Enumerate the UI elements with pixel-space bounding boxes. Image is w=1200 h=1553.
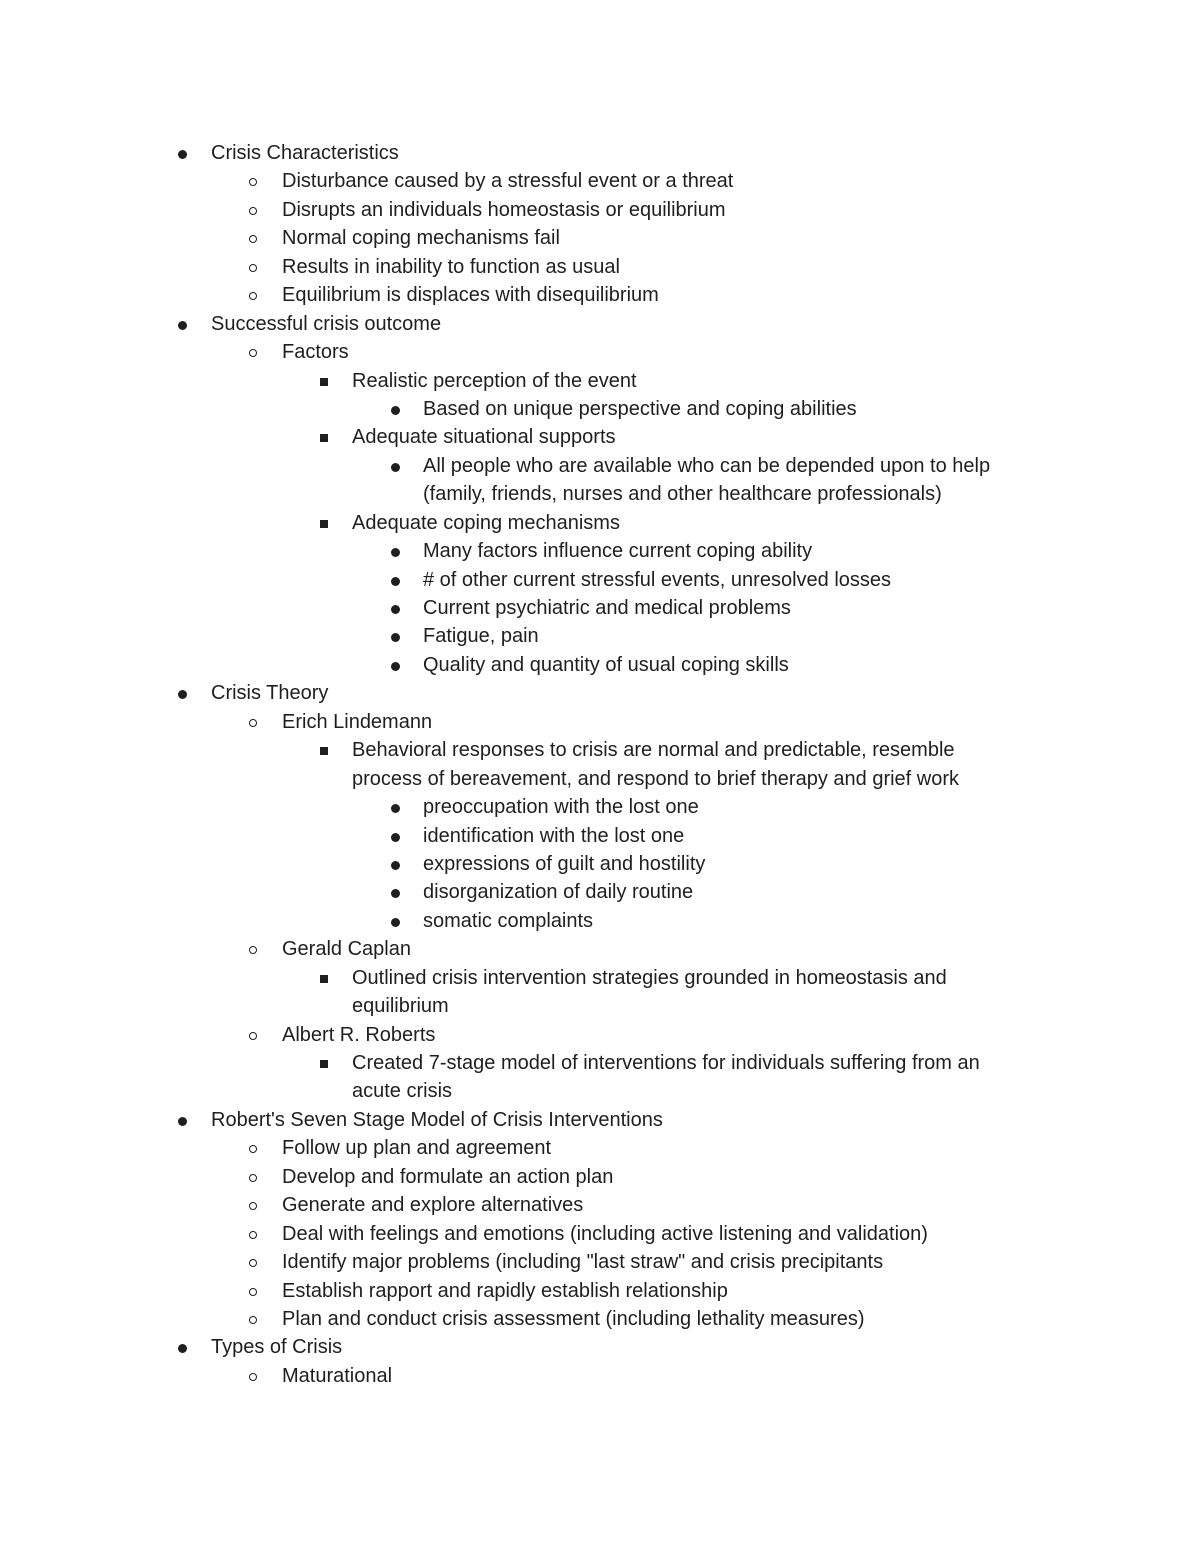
list-item bbox=[0, 1248, 1200, 1276]
list-item-text: Realistic perception of the event bbox=[352, 369, 637, 392]
list-item bbox=[0, 1362, 1200, 1390]
list-item bbox=[0, 1134, 1200, 1162]
bullet-dot-icon bbox=[178, 321, 187, 330]
list-item-text: Plan and conduct crisis assessment (including lethality measures) bbox=[282, 1307, 865, 1330]
list-item bbox=[0, 935, 1200, 963]
bullet-square-icon bbox=[320, 1060, 328, 1068]
bullet-circle-icon bbox=[249, 1288, 257, 1296]
list-item-text: disorganization of daily routine bbox=[423, 881, 694, 904]
bullet-dot-icon bbox=[391, 918, 400, 927]
bullet-dot-icon bbox=[391, 633, 400, 642]
list-item bbox=[0, 1163, 1200, 1191]
list-item bbox=[0, 1191, 1200, 1219]
bullet-circle-icon bbox=[249, 1316, 257, 1324]
bullet-circle-icon bbox=[249, 1202, 257, 1210]
list-item bbox=[0, 1220, 1200, 1248]
bullet-dot-icon bbox=[391, 463, 400, 472]
list-item-text: preoccupation with the lost one bbox=[423, 796, 699, 819]
list-item bbox=[0, 139, 1200, 167]
bullet-square-icon bbox=[320, 520, 328, 528]
bullet-square-icon bbox=[320, 378, 328, 386]
bullet-circle-icon bbox=[249, 292, 257, 300]
bullet-circle-icon bbox=[249, 1174, 257, 1182]
bullet-dot-icon bbox=[178, 690, 187, 699]
list-item-text: expressions of guilt and hostility bbox=[423, 852, 706, 875]
bullet-dot-icon bbox=[391, 605, 400, 614]
list-item-text: Disturbance caused by a stressful event or a threat bbox=[282, 170, 734, 193]
list-item bbox=[0, 167, 1200, 195]
list-item bbox=[0, 907, 1200, 935]
list-item bbox=[0, 708, 1200, 736]
list-item bbox=[0, 395, 1200, 423]
list-item-text: Created 7-stage model of interventions for individuals suffering from an bbox=[352, 1052, 980, 1074]
list-item-text: process of bereavement, and respond to brief therapy and grief work bbox=[352, 767, 960, 790]
list-item-text: Identify major problems (including "last straw" and crisis precipitants bbox=[282, 1251, 884, 1274]
list-item-text: (family, friends, nurses and other healthcare professionals) bbox=[423, 483, 942, 506]
list-item bbox=[0, 679, 1200, 707]
list-item-text: Current psychiatric and medical problems bbox=[423, 597, 791, 619]
bullet-square-icon bbox=[320, 747, 328, 755]
list-item-text: Outlined crisis intervention strategies grounded in homeostasis and bbox=[352, 966, 947, 989]
list-item-text: identification with the lost one bbox=[423, 824, 685, 847]
bullet-circle-icon bbox=[249, 1231, 257, 1239]
bullet-circle-icon bbox=[249, 946, 257, 954]
bullet-circle-icon bbox=[249, 349, 257, 357]
bullet-dot-icon bbox=[391, 577, 400, 586]
document-page bbox=[0, 139, 1200, 1390]
bullet-circle-icon bbox=[249, 719, 257, 727]
list-item bbox=[0, 594, 1200, 622]
list-item-text: Types of Crisis bbox=[211, 1336, 343, 1359]
list-item-text: Factors bbox=[282, 341, 349, 364]
list-item-text: Results in inability to function as usual bbox=[282, 255, 620, 278]
list-item-text: Generate and explore alternatives bbox=[282, 1194, 584, 1217]
list-item-text: Crisis Characteristics bbox=[211, 142, 399, 164]
list-item-text: Equilibrium is displaces with disequilibrium bbox=[282, 284, 659, 307]
list-item-text: equilibrium bbox=[352, 995, 449, 1018]
list-item-text: Establish rapport and rapidly establish relationship bbox=[282, 1279, 728, 1302]
list-item bbox=[0, 850, 1200, 878]
list-item-text: Quality and quantity of usual coping skills bbox=[423, 653, 789, 676]
bullet-circle-icon bbox=[249, 207, 257, 215]
list-item bbox=[0, 509, 1200, 537]
bullet-dot-icon bbox=[391, 406, 400, 415]
list-item-text: Disrupts an individuals homeostasis or equilibrium bbox=[282, 198, 726, 221]
bullet-circle-icon bbox=[249, 1145, 257, 1153]
bullet-dot-icon bbox=[391, 804, 400, 813]
list-item bbox=[0, 423, 1200, 451]
bullet-dot-icon bbox=[391, 548, 400, 557]
list-item bbox=[0, 338, 1200, 366]
bullet-square-icon bbox=[320, 975, 328, 983]
list-item bbox=[0, 452, 1200, 480]
list-item-text: Maturational bbox=[282, 1364, 393, 1387]
bullet-circle-icon bbox=[249, 264, 257, 272]
bullet-dot-icon bbox=[391, 833, 400, 842]
list-item-text: Gerald Caplan bbox=[282, 938, 411, 961]
list-item-text: Many factors influence current coping ability bbox=[423, 540, 813, 563]
list-item bbox=[0, 1021, 1200, 1049]
list-item-text: Deal with feelings and emotions (including active listening and validation) bbox=[282, 1222, 928, 1245]
list-item bbox=[0, 253, 1200, 281]
list-item-text: somatic complaints bbox=[423, 909, 594, 932]
bullet-dot-icon bbox=[178, 1117, 187, 1126]
bullet-circle-icon bbox=[249, 1373, 257, 1381]
list-item-text: acute crisis bbox=[352, 1080, 453, 1103]
list-item-text: Fatigue, pain bbox=[423, 625, 539, 648]
list-item-text: Develop and formulate an action plan bbox=[282, 1165, 614, 1188]
bullet-circle-icon bbox=[249, 1259, 257, 1267]
list-item bbox=[0, 367, 1200, 395]
list-item-text: Successful crisis outcome bbox=[211, 312, 442, 335]
list-item bbox=[0, 651, 1200, 679]
list-item-text: All people who are available who can be depended upon to help bbox=[423, 454, 991, 477]
list-item-text: Robert's Seven Stage Model of Crisis Interventions bbox=[211, 1108, 663, 1131]
list-item-text: # of other current stressful events, unresolved losses bbox=[423, 568, 892, 591]
list-item bbox=[0, 822, 1200, 850]
list-item-text: Adequate coping mechanisms bbox=[352, 511, 620, 534]
bullet-dot-icon bbox=[178, 150, 187, 159]
list-item bbox=[0, 310, 1200, 338]
list-item bbox=[0, 793, 1200, 821]
bullet-dot-icon bbox=[391, 861, 400, 870]
bullet-dot-icon bbox=[391, 662, 400, 671]
list-item-continuation bbox=[0, 992, 1200, 1020]
list-item-text: Follow up plan and agreement bbox=[282, 1137, 552, 1160]
list-item-text: Normal coping mechanisms fail bbox=[282, 227, 560, 250]
list-item-continuation bbox=[0, 480, 1200, 508]
bullet-circle-icon bbox=[249, 235, 257, 243]
list-item-text: Behavioral responses to crisis are normal and predictable, resemble bbox=[352, 739, 955, 762]
bullet-circle-icon bbox=[249, 178, 257, 186]
bullet-dot-icon bbox=[391, 889, 400, 898]
list-item-text: Albert R. Roberts bbox=[282, 1023, 436, 1046]
list-item bbox=[0, 1049, 1200, 1077]
list-item-text: Crisis Theory bbox=[211, 682, 329, 705]
list-item bbox=[0, 1106, 1200, 1134]
list-item bbox=[0, 1277, 1200, 1305]
list-item-text: Based on unique perspective and coping abilities bbox=[423, 397, 857, 420]
list-item bbox=[0, 1305, 1200, 1333]
list-item-continuation bbox=[0, 1077, 1200, 1105]
list-item bbox=[0, 566, 1200, 594]
bullet-square-icon bbox=[320, 434, 328, 442]
list-item bbox=[0, 964, 1200, 992]
list-item bbox=[0, 878, 1200, 906]
list-item bbox=[0, 196, 1200, 224]
bullet-dot-icon bbox=[178, 1344, 187, 1353]
list-item bbox=[0, 537, 1200, 565]
list-item-text: Adequate situational supports bbox=[352, 426, 616, 449]
list-item bbox=[0, 224, 1200, 252]
list-item bbox=[0, 281, 1200, 309]
bullet-circle-icon bbox=[249, 1032, 257, 1040]
list-item bbox=[0, 736, 1200, 764]
list-item bbox=[0, 1333, 1200, 1361]
list-item bbox=[0, 622, 1200, 650]
list-item-text: Erich Lindemann bbox=[282, 710, 433, 733]
list-item-continuation bbox=[0, 765, 1200, 793]
